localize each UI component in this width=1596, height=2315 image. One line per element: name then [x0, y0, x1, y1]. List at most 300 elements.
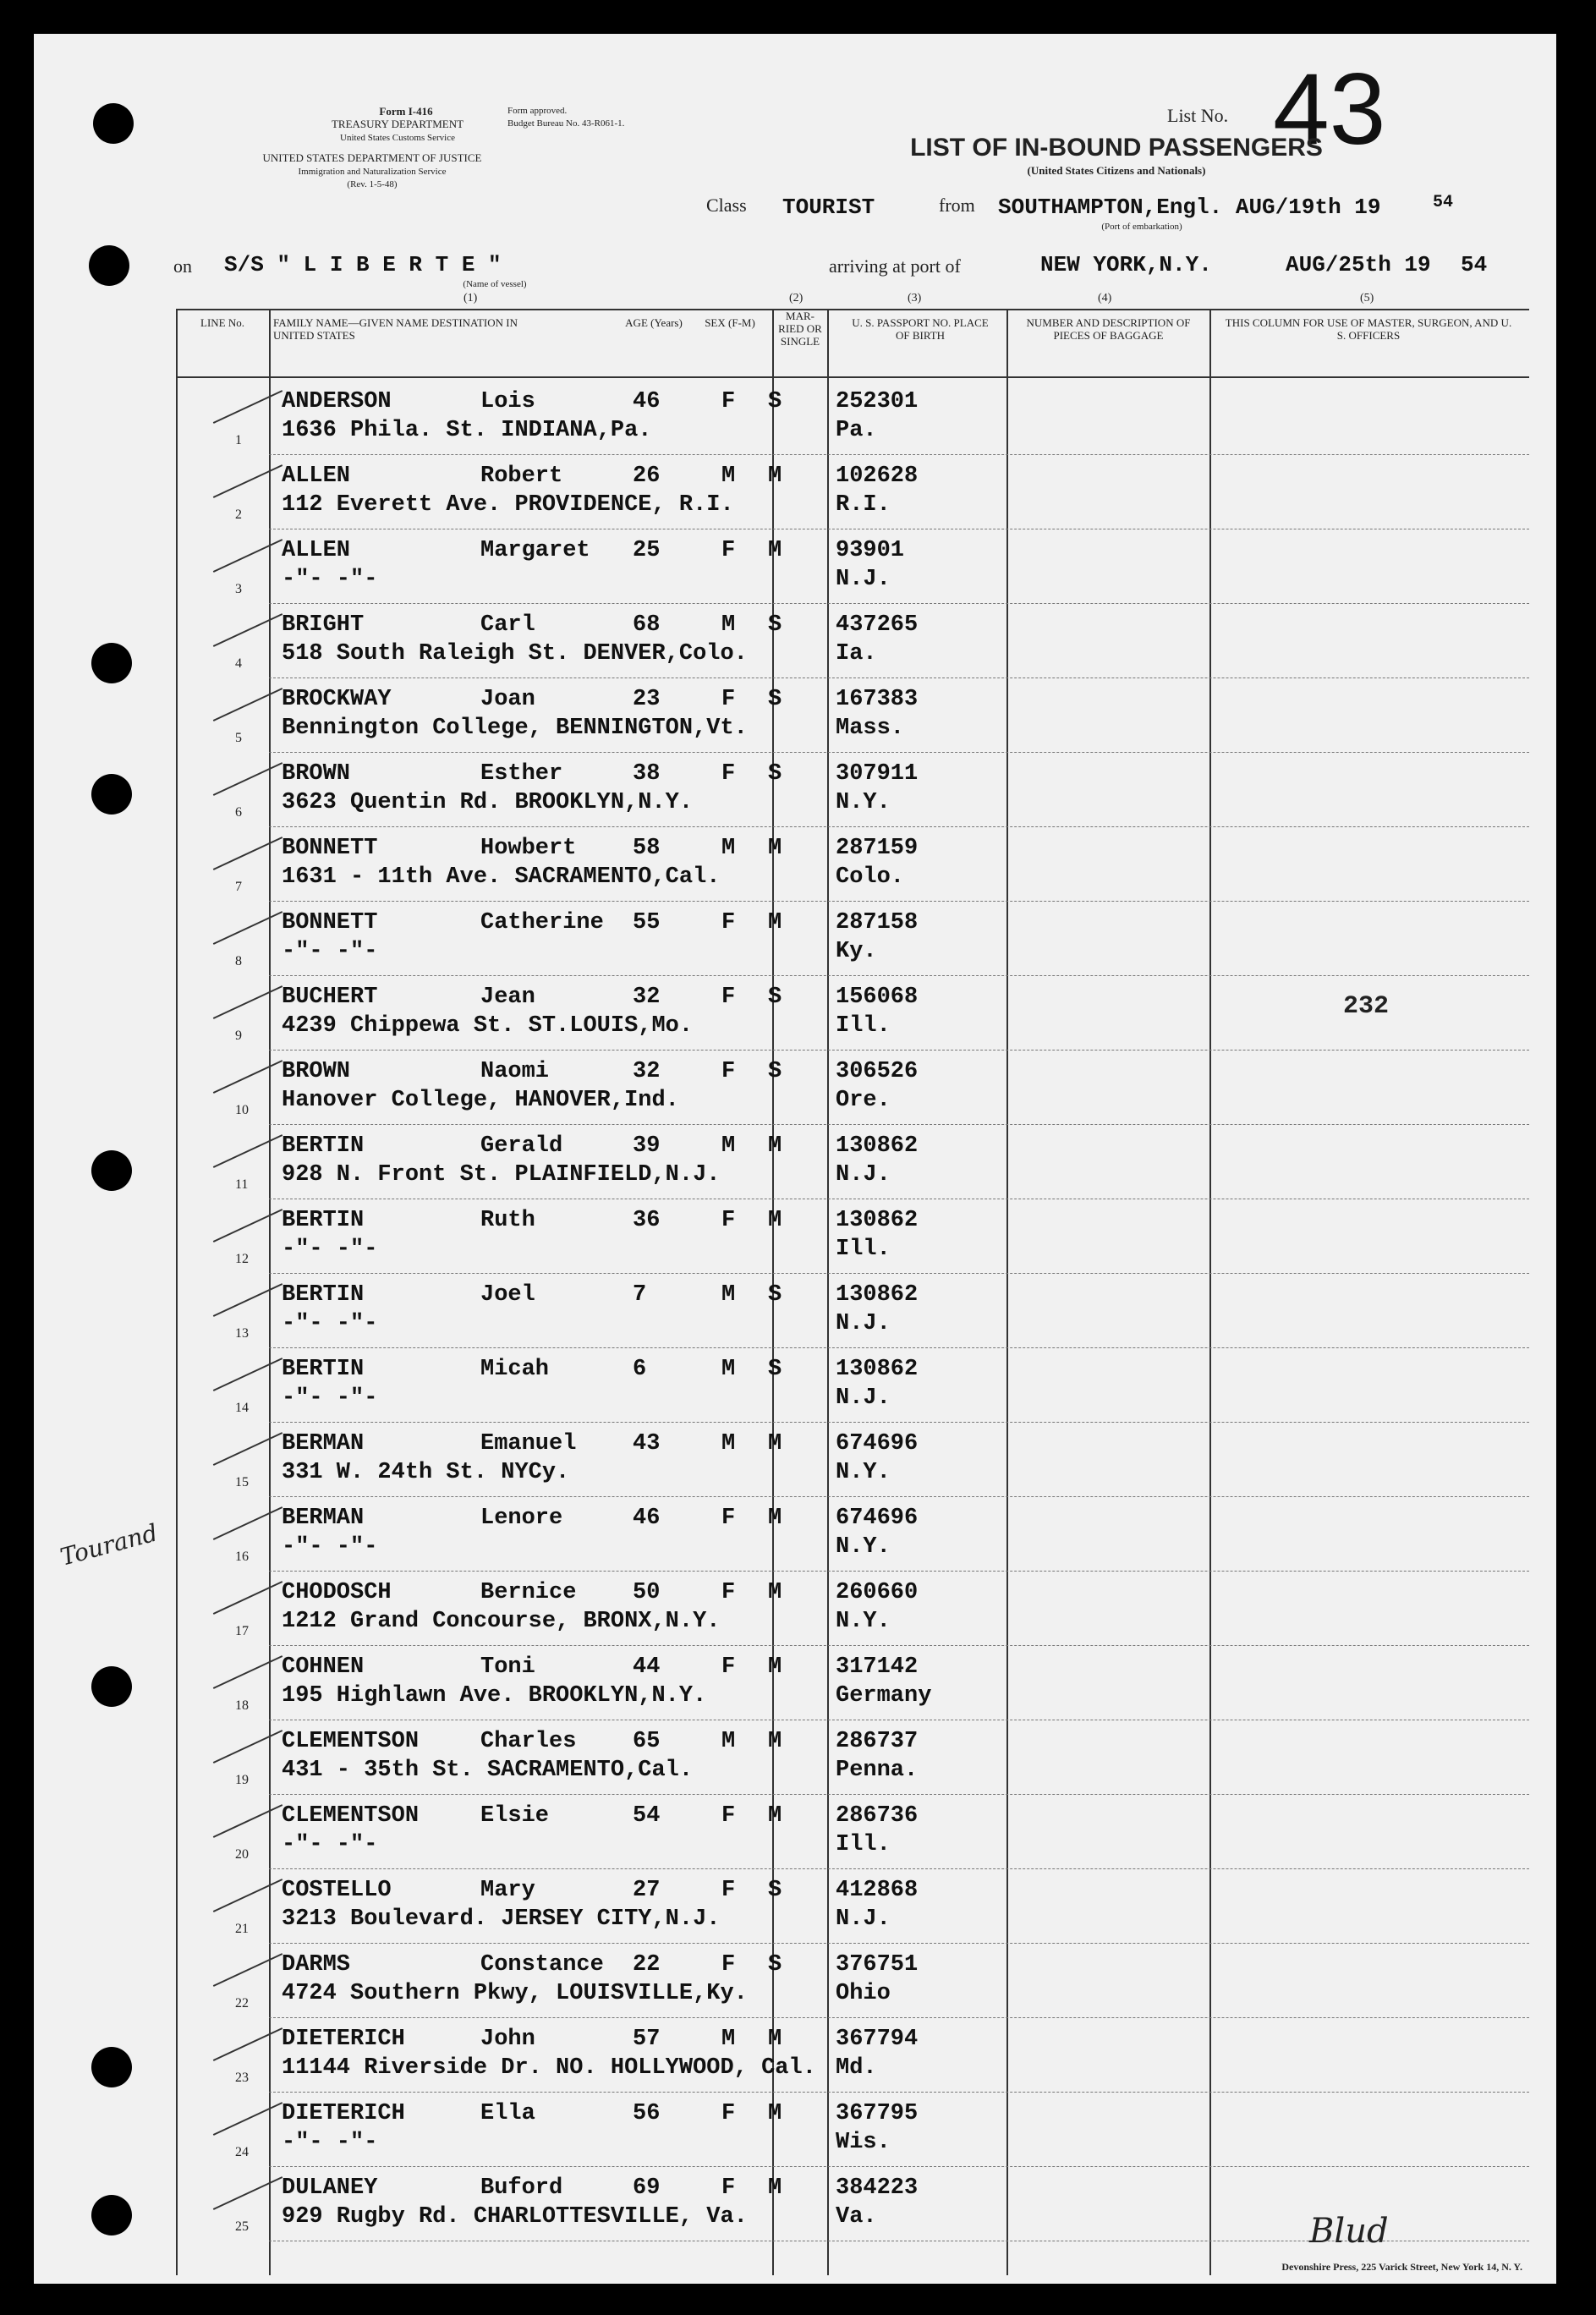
- arriving-label: arriving at port of: [829, 255, 961, 277]
- given-name: Ruth: [480, 1208, 535, 1233]
- check-mark: [213, 1804, 282, 1838]
- place-of-birth: N.Y.: [836, 1460, 891, 1485]
- col-header-age: AGE (Years): [625, 316, 683, 329]
- family-name: ANDERSON: [282, 389, 392, 414]
- table-row: [176, 1572, 1529, 1646]
- destination-address: 4724 Southern Pkwy, LOUISVILLE,Ky.: [282, 1981, 748, 2006]
- family-name: ALLEN: [282, 464, 351, 489]
- list-label: List No.: [1167, 105, 1229, 126]
- check-mark: [213, 539, 282, 573]
- place-of-birth: Mass.: [836, 716, 905, 741]
- col-number: (1): [463, 292, 478, 304]
- marital-status: S: [768, 687, 782, 712]
- place-of-birth: N.J.: [836, 1311, 891, 1336]
- place-of-birth: N.J.: [836, 567, 891, 592]
- destination-address: 1212 Grand Concourse, BRONX,N.Y.: [282, 1609, 721, 1634]
- destination-address: 929 Rugby Rd. CHARLOTTESVILLE, Va.: [282, 2204, 748, 2230]
- sex: F: [721, 985, 736, 1010]
- marital-status: S: [768, 761, 782, 787]
- place-of-birth: Pa.: [836, 418, 877, 443]
- table-row: [176, 2018, 1529, 2093]
- age: 23: [633, 687, 661, 712]
- punch-hole: [89, 245, 129, 286]
- col-number: (5): [1360, 292, 1374, 304]
- destination-address: -"- -"-: [282, 567, 378, 592]
- line-number: 1: [235, 433, 242, 447]
- line-number: 16: [235, 1550, 249, 1564]
- given-name: Gerald: [480, 1133, 563, 1159]
- given-name: John: [480, 2027, 535, 2052]
- destination-address: 11144 Riverside Dr. NO. HOLLYWOOD, Cal.: [282, 2055, 816, 2081]
- passport-number: 367795: [836, 2101, 919, 2126]
- customs-service: United States Customs Service: [340, 133, 455, 143]
- passport-number: 130862: [836, 1282, 919, 1308]
- marital-status: M: [768, 836, 782, 861]
- sex: F: [721, 1654, 736, 1680]
- line-number: 10: [235, 1103, 249, 1117]
- destination-address: 195 Highlawn Ave. BROOKLYN,N.Y.: [282, 1683, 707, 1709]
- marital-status: M: [768, 2175, 782, 2201]
- marital-status: S: [768, 1952, 782, 1978]
- check-mark: [213, 613, 282, 647]
- table-row: [176, 1497, 1529, 1572]
- destination-address: -"- -"-: [282, 1832, 378, 1857]
- treasury-dept: TREASURY DEPARTMENT: [331, 118, 464, 130]
- check-mark: [213, 464, 282, 498]
- destination-address: 3213 Boulevard. JERSEY CITY,N.J.: [282, 1906, 721, 1932]
- age: 36: [633, 1208, 661, 1233]
- line-number: 23: [235, 2071, 249, 2085]
- age: 58: [633, 836, 661, 861]
- age: 54: [633, 1803, 661, 1829]
- age: 50: [633, 1580, 661, 1605]
- age: 22: [633, 1952, 661, 1978]
- check-mark: [213, 837, 282, 870]
- destination-address: -"- -"-: [282, 939, 378, 964]
- place-of-birth: N.Y.: [836, 1534, 891, 1560]
- passport-number: 306526: [836, 1059, 919, 1084]
- family-name: COSTELLO: [282, 1878, 392, 1903]
- passport-number: 167383: [836, 687, 919, 712]
- punch-hole: [91, 643, 132, 683]
- line-number: 14: [235, 1401, 249, 1415]
- given-name: Constance: [480, 1952, 604, 1978]
- marital-status: S: [768, 985, 782, 1010]
- destination-address: 112 Everett Ave. PROVIDENCE, R.I.: [282, 492, 734, 518]
- header-rule: [176, 376, 1529, 378]
- line-number: 22: [235, 1996, 249, 2011]
- check-mark: [213, 762, 282, 796]
- check-mark: [213, 1953, 282, 1987]
- passport-number: 376751: [836, 1952, 919, 1978]
- line-number: 20: [235, 1847, 249, 1862]
- age: 68: [633, 612, 661, 638]
- family-name: BERMAN: [282, 1431, 365, 1456]
- table-row: [176, 604, 1529, 678]
- line-number: 5: [235, 731, 242, 745]
- family-name: BROCKWAY: [282, 687, 392, 712]
- embarkation-year: 54: [1433, 193, 1454, 212]
- check-mark: [213, 1655, 282, 1689]
- marital-status: S: [768, 1357, 782, 1382]
- place-of-birth: N.J.: [836, 1385, 891, 1411]
- destination-address: 4239 Chippewa St. ST.LOUIS,Mo.: [282, 1013, 694, 1039]
- passenger-table: [176, 292, 1529, 2275]
- budget-bureau: Budget Bureau No. 43-R061-1.: [507, 118, 625, 129]
- passport-number: 286736: [836, 1803, 919, 1829]
- age: 46: [633, 1506, 661, 1531]
- passport-number: 130862: [836, 1208, 919, 1233]
- port-caption: (Port of embarkation): [1101, 222, 1182, 232]
- table-row: [176, 1720, 1529, 1795]
- marital-status: M: [768, 2101, 782, 2126]
- marital-status: M: [768, 2027, 782, 2052]
- passport-number: 367794: [836, 2027, 919, 2052]
- destination-address: 331 W. 24th St. NYCy.: [282, 1460, 570, 1485]
- given-name: Carl: [480, 612, 535, 638]
- sex: M: [721, 1729, 736, 1754]
- destination-address: Hanover College, HANOVER,Ind.: [282, 1088, 679, 1113]
- age: 27: [633, 1878, 661, 1903]
- age: 57: [633, 2027, 661, 2052]
- sex: F: [721, 1506, 736, 1531]
- passport-number: 317142: [836, 1654, 919, 1680]
- line-number: 18: [235, 1698, 249, 1713]
- table-row: [176, 1795, 1529, 1869]
- punch-hole: [91, 774, 132, 815]
- line-number: 17: [235, 1624, 249, 1638]
- check-mark: [213, 1209, 282, 1243]
- place-of-birth: Ky.: [836, 939, 877, 964]
- family-name: CLEMENTSON: [282, 1729, 420, 1754]
- sex: F: [721, 910, 736, 935]
- table-row: [176, 1423, 1529, 1497]
- family-name: ALLEN: [282, 538, 351, 563]
- given-name: Elsie: [480, 1803, 550, 1829]
- family-name: BERTIN: [282, 1208, 365, 1233]
- officer-signature: Blud: [1309, 2212, 1389, 2251]
- line-number: 11: [235, 1177, 249, 1192]
- punch-hole: [91, 2047, 132, 2087]
- check-mark: [213, 1358, 282, 1391]
- revision: (Rev. 1-5-48): [347, 179, 398, 189]
- family-name: BROWN: [282, 761, 351, 787]
- marital-status: M: [768, 538, 782, 563]
- family-name: BERTIN: [282, 1133, 365, 1159]
- family-name: BERTIN: [282, 1282, 365, 1308]
- table-row: [176, 1646, 1529, 1720]
- table-row: [176, 1125, 1529, 1199]
- marital-status: M: [768, 464, 782, 489]
- ins-service: Immigration and Naturalization Service: [298, 167, 447, 177]
- given-name: Joel: [480, 1282, 535, 1308]
- marital-status: M: [768, 1803, 782, 1829]
- destination-address: -"- -"-: [282, 1385, 378, 1411]
- place-of-birth: Md.: [836, 2055, 877, 2081]
- sex: M: [721, 1133, 736, 1159]
- sex: F: [721, 761, 736, 787]
- destination-address: 1631 - 11th Ave. SACRAMENTO,Cal.: [282, 864, 721, 890]
- family-name: BRIGHT: [282, 612, 365, 638]
- given-name: Esther: [480, 761, 563, 787]
- check-mark: [213, 688, 282, 721]
- given-name: Robert: [480, 464, 563, 489]
- place-of-birth: Wis.: [836, 2130, 891, 2155]
- destination-address: -"- -"-: [282, 1311, 378, 1336]
- table-row: [176, 827, 1529, 902]
- table-row: [176, 455, 1529, 529]
- age: 69: [633, 2175, 661, 2201]
- line-number: 4: [235, 656, 242, 671]
- place-of-birth: N.J.: [836, 1162, 891, 1188]
- col-number: (2): [789, 292, 803, 304]
- line-number: 15: [235, 1475, 249, 1489]
- destination-address: 928 N. Front St. PLAINFIELD,N.J.: [282, 1162, 721, 1188]
- family-name: BERMAN: [282, 1506, 365, 1531]
- punch-hole: [91, 1666, 132, 1707]
- marital-status: M: [768, 1729, 782, 1754]
- age: 6: [633, 1357, 647, 1382]
- family-name: BROWN: [282, 1059, 351, 1084]
- table-row: [176, 976, 1529, 1051]
- passport-number: 287159: [836, 836, 919, 861]
- sex: M: [721, 1282, 736, 1308]
- col-header-baggage: NUMBER AND DESCRIPTION OF PIECES OF BAGGAGE: [1026, 316, 1191, 342]
- marital-status: M: [768, 910, 782, 935]
- destination-address: 1636 Phila. St. INDIANA,Pa.: [282, 418, 652, 443]
- given-name: Bernice: [480, 1580, 577, 1605]
- sex: M: [721, 464, 736, 489]
- passport-number: 156068: [836, 985, 919, 1010]
- age: 32: [633, 985, 661, 1010]
- table-row: [176, 1869, 1529, 1944]
- given-name: Catherine: [480, 910, 604, 935]
- marital-status: M: [768, 1431, 782, 1456]
- punch-hole: [91, 2195, 132, 2235]
- given-name: Margaret: [480, 538, 590, 563]
- age: 26: [633, 464, 661, 489]
- sex: F: [721, 2175, 736, 2201]
- passport-number: 252301: [836, 389, 919, 414]
- sex: F: [721, 538, 736, 563]
- marital-status: S: [768, 389, 782, 414]
- check-mark: [213, 985, 282, 1019]
- sex: F: [721, 1952, 736, 1978]
- passport-number: 130862: [836, 1133, 919, 1159]
- place-of-birth: N.Y.: [836, 1609, 891, 1634]
- given-name: Howbert: [480, 836, 577, 861]
- passport-number: 260660: [836, 1580, 919, 1605]
- age: 44: [633, 1654, 661, 1680]
- marital-status: S: [768, 1282, 782, 1308]
- table-row: [176, 753, 1529, 827]
- age: 39: [633, 1133, 661, 1159]
- from-label: from: [939, 195, 975, 216]
- sex: F: [721, 1059, 736, 1084]
- marital-status: M: [768, 1580, 782, 1605]
- age: 43: [633, 1431, 661, 1456]
- arrival-port: NEW YORK,N.Y.: [1040, 252, 1212, 277]
- sex: M: [721, 612, 736, 638]
- marital-status: S: [768, 1878, 782, 1903]
- line-number: 3: [235, 582, 242, 596]
- check-mark: [213, 1060, 282, 1094]
- family-name: DARMS: [282, 1952, 351, 1978]
- place-of-birth: Va.: [836, 2204, 877, 2230]
- table-row: [176, 1944, 1529, 2018]
- form-subtitle: (United States Citizens and Nationals): [1027, 164, 1206, 177]
- table-row: [176, 2093, 1529, 2167]
- family-name: BUCHERT: [282, 985, 378, 1010]
- given-name: Joan: [480, 687, 535, 712]
- place-of-birth: Colo.: [836, 864, 905, 890]
- embarkation-value: SOUTHAMPTON,Engl. AUG/19th 19: [998, 195, 1381, 220]
- class-label: Class: [706, 195, 747, 216]
- place-of-birth: Ill.: [836, 1013, 891, 1039]
- check-mark: [213, 1506, 282, 1540]
- table-row: [176, 1051, 1529, 1125]
- line-number: 21: [235, 1922, 249, 1936]
- given-name: Mary: [480, 1878, 535, 1903]
- punch-hole: [93, 103, 134, 144]
- check-mark: [213, 390, 282, 424]
- sex: F: [721, 1580, 736, 1605]
- table-row: [176, 529, 1529, 604]
- place-of-birth: R.I.: [836, 492, 891, 518]
- place-of-birth: Ia.: [836, 641, 877, 667]
- passport-number: 674696: [836, 1506, 919, 1531]
- place-of-birth: Penna.: [836, 1758, 919, 1783]
- form-approved: Form approved.: [507, 106, 568, 116]
- age: 55: [633, 910, 661, 935]
- passport-number: 307911: [836, 761, 919, 787]
- age: 56: [633, 2101, 661, 2126]
- marital-status: S: [768, 1059, 782, 1084]
- given-name: Lenore: [480, 1506, 563, 1531]
- age: 25: [633, 538, 661, 563]
- check-mark: [213, 1730, 282, 1764]
- age: 65: [633, 1729, 661, 1754]
- sex: F: [721, 389, 736, 414]
- vessel-caption: (Name of vessel): [463, 279, 527, 289]
- family-name: DULANEY: [282, 2175, 378, 2201]
- line-number: 9: [235, 1029, 242, 1043]
- given-name: Charles: [480, 1729, 577, 1754]
- check-mark: [213, 1283, 282, 1317]
- form-title: LIST OF IN-BOUND PASSENGERS: [910, 134, 1323, 162]
- table-row: [176, 1199, 1529, 1274]
- destination-address: 431 - 35th St. SACRAMENTO,Cal.: [282, 1758, 694, 1783]
- col-header-married: MAR-RIED OR SINGLE: [778, 310, 822, 348]
- vessel-name: S/S " L I B E R T E ": [224, 252, 502, 277]
- table-top-rule: [176, 309, 1529, 310]
- given-name: Micah: [480, 1357, 550, 1382]
- line-number: 8: [235, 954, 242, 968]
- given-name: Ella: [480, 2101, 535, 2126]
- destination-address: -"- -"-: [282, 1534, 378, 1560]
- list-number: 43: [1273, 52, 1386, 166]
- line-number: 13: [235, 1326, 249, 1341]
- sex: F: [721, 1803, 736, 1829]
- table-row: [176, 381, 1529, 455]
- sex: F: [721, 1878, 736, 1903]
- line-number: 12: [235, 1252, 249, 1266]
- destination-address: -"- -"-: [282, 2130, 378, 2155]
- table-row: [176, 902, 1529, 976]
- line-number: 19: [235, 1773, 249, 1787]
- marital-status: S: [768, 612, 782, 638]
- marital-status: M: [768, 1654, 782, 1680]
- place-of-birth: Ohio: [836, 1981, 891, 2006]
- line-number: 7: [235, 880, 242, 894]
- sex: F: [721, 2101, 736, 2126]
- line-number: 6: [235, 805, 242, 820]
- col-number: (3): [908, 292, 922, 304]
- passport-number: 102628: [836, 464, 919, 489]
- passport-number: 384223: [836, 2175, 919, 2201]
- class-value: TOURIST: [782, 195, 875, 220]
- on-label: on: [173, 255, 192, 277]
- family-name: DIETERICH: [282, 2027, 405, 2052]
- given-name: Jean: [480, 985, 535, 1010]
- marital-status: M: [768, 1208, 782, 1233]
- table-row: [176, 1274, 1529, 1348]
- sex: M: [721, 2027, 736, 2052]
- given-name: Buford: [480, 2175, 563, 2201]
- check-mark: [213, 1134, 282, 1168]
- line-number: 24: [235, 2145, 249, 2159]
- family-name: BONNETT: [282, 910, 378, 935]
- given-name: Toni: [480, 1654, 535, 1680]
- justice-dept: UNITED STATES DEPARTMENT OF JUSTICE: [262, 151, 482, 164]
- sex: F: [721, 1208, 736, 1233]
- family-name: BERTIN: [282, 1357, 365, 1382]
- family-name: DIETERICH: [282, 2101, 405, 2126]
- passport-number: 437265: [836, 612, 919, 638]
- check-mark: [213, 1432, 282, 1466]
- col-header-line: LINE No.: [200, 316, 244, 329]
- destination-address: 518 South Raleigh St. DENVER,Colo.: [282, 641, 748, 667]
- passport-number: 412868: [836, 1878, 919, 1903]
- line-number: 2: [235, 507, 242, 522]
- family-name: CLEMENTSON: [282, 1803, 420, 1829]
- age: 7: [633, 1282, 647, 1308]
- place-of-birth: Ore.: [836, 1088, 891, 1113]
- check-mark: [213, 1879, 282, 1912]
- passport-number: 130862: [836, 1357, 919, 1382]
- passport-number: 674696: [836, 1431, 919, 1456]
- sex: M: [721, 836, 736, 861]
- destination-address: Bennington College, BENNINGTON,Vt.: [282, 716, 748, 741]
- margin-handwriting: Tourand: [57, 1518, 161, 1572]
- age: 32: [633, 1059, 661, 1084]
- family-name: BONNETT: [282, 836, 378, 861]
- arrival-year: 54: [1461, 252, 1488, 277]
- age: 46: [633, 389, 661, 414]
- given-name: Naomi: [480, 1059, 550, 1084]
- place-of-birth: Germany: [836, 1683, 932, 1709]
- passport-number: 286737: [836, 1729, 919, 1754]
- check-mark: [213, 1581, 282, 1615]
- punch-hole: [91, 1150, 132, 1191]
- passport-number: 287158: [836, 910, 919, 935]
- table-row: [176, 1348, 1529, 1423]
- place-of-birth: N.Y.: [836, 790, 891, 815]
- col-header-sex: SEX (F-M): [705, 316, 755, 329]
- check-mark: [213, 2102, 282, 2136]
- form-number: Form I-416: [379, 105, 433, 118]
- family-name: CHODOSCH: [282, 1580, 392, 1605]
